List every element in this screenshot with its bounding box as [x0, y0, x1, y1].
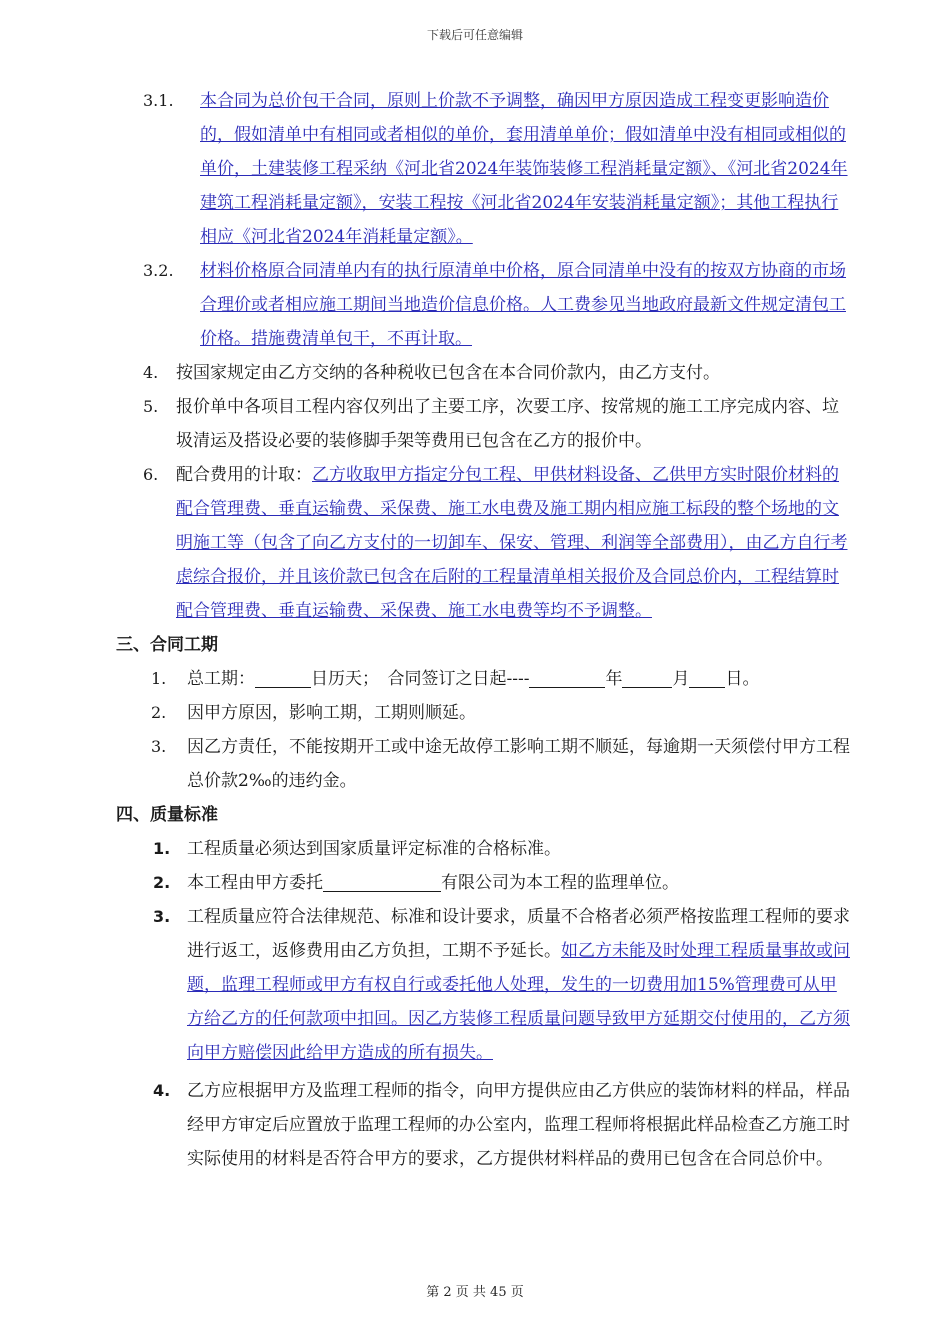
download-note: 下载后可任意编辑: [426, 28, 523, 42]
clause-text-plain: 配合费用的计取：: [176, 465, 312, 485]
supervisor-label: 本工程由甲方委托: [187, 873, 323, 893]
item-number: 1.: [151, 669, 167, 688]
item-text-plain: 工程质量应符合法律规范、标准和设计要求，质量不合格者必须严格按监理工程师的要求进行返工，返修费用由乙方负担，工期不予延长。: [187, 907, 850, 961]
clause-text: 报价单中各项目工程内容仅列出了主要工序，次要工序、按常规的施工工序完成内容、垃圾清运及搭设必要的装修脚手架等费用已包含在乙方的报价中。: [176, 397, 839, 451]
month-blank[interactable]: [622, 667, 672, 688]
month-label: 月: [672, 669, 690, 689]
item-number: 4.: [153, 1081, 171, 1100]
year-blank[interactable]: [529, 667, 605, 688]
clause-3-2: [0, 254, 950, 356]
period-item-1: [0, 662, 950, 696]
item-text: [187, 900, 850, 1070]
item-text: 因乙方责任，不能按期开工或中途无故停工影响工期不顺延，每逾期一天须偿付甲方工程总价款2‰的违约金。: [187, 737, 850, 791]
clause-text: 本合同为总价包干合同，原则上价款不予调整，确因甲方原因造成工程变更影响造价的，假如清单中有相同或者相似的单价，套用清单单价；假如清单中没有相同或相似的单价，土建装修工程采纳《河北省2024年装饰装修工程消耗量定额》、《河北省2024年建筑工程消耗量定额》，安装工程按《河北省2024年安装消耗量定额》；其他工程执行相应《河北省2024年消耗量定额》。: [200, 91, 848, 247]
item-text-link: 如乙方未能及时处理工程质量事故或问题，监理工程师或甲方有权自行或委托他人处理，发生的一切费用加15%管理费可从甲方给乙方的任何款项中扣回。因乙方装修工程质量问题导致甲方延期交付使用的，乙方须向甲方赔偿因此给甲方造成的所有损失。: [187, 941, 850, 1063]
item-number: 1.: [153, 839, 171, 858]
day-label: 日。: [725, 669, 760, 689]
section-heading-quality-standard: 四、质量标准: [116, 805, 218, 825]
quality-item-3: [0, 900, 950, 1070]
quality-item-1: [0, 832, 950, 866]
period-item-3: [0, 730, 950, 798]
item-text: 因甲方原因，影响工期，工期则顺延。: [187, 703, 476, 723]
clause-number: 4.: [143, 363, 159, 382]
clause-3-1: [0, 84, 950, 254]
quality-item-4: [0, 1074, 950, 1176]
start-date-label: 日历天； 合同签订之日起----: [311, 669, 530, 689]
item-text: 工程质量必须达到国家质量评定标准的合格标准。: [187, 839, 561, 859]
item-text: 乙方应根据甲方及监理工程师的指令，向甲方提供应由乙方供应的装饰材料的样品，样品经甲方审定后应置放于监理工程师的办公室内，监理工程师将根据此样品检查乙方施工时实际使用的材料是否符合甲方的要求，乙方提供材料样品的费用已包含在合同总价中。: [187, 1081, 850, 1169]
period-item-2: [0, 696, 950, 730]
document-body: [0, 84, 950, 1176]
quality-item-2: [0, 866, 950, 900]
page-footer: 第 2 页 共 45 页: [426, 1285, 524, 1300]
item-number: 2.: [153, 873, 171, 892]
clause-text: 材料价格原合同清单内有的执行原清单中价格，原合同清单中没有的按双方协商的市场合理价或者相应施工期间当地造价信息价格。人工费参见当地政府最新文件规定清包工价格。措施费清单包干，不再计取。: [200, 261, 846, 349]
clause-number: 5.: [143, 397, 159, 416]
item-number: 3.: [151, 737, 167, 756]
day-blank[interactable]: [689, 667, 725, 688]
clause-number: 3.2.: [143, 261, 174, 280]
total-period-label: 总工期：: [187, 669, 255, 689]
days-blank[interactable]: [255, 667, 311, 688]
supervisor-blank[interactable]: [323, 871, 441, 892]
clause-number: 3.1.: [143, 91, 174, 110]
clause-number: 6.: [143, 465, 159, 484]
supervisor-suffix: 有限公司为本工程的监理单位。: [441, 873, 679, 893]
clause-text-link: 乙方收取甲方指定分包工程、甲供材料设备、乙供甲方实时限价材料的配合管理费、垂直运输费、采保费、施工水电费及施工期内相应施工标段的整个场地的文明施工等（包含了向乙方支付的一切卸车、保安、管理、利润等全部费用），由乙方自行考虑综合报价，并且该价款已包含在后附的工程量清单相关报价及合同总价内，工程结算时配合管理费、垂直运输费、采保费、施工水电费等均不予调整。: [176, 465, 848, 621]
clause-text: 按国家规定由乙方交纳的各种税收已包含在本合同价款内，由乙方支付。: [176, 363, 720, 383]
clause-5: [0, 390, 950, 458]
section-heading-contract-period: 三、合同工期: [116, 635, 218, 655]
clause-text: [176, 458, 850, 628]
item-number: 2.: [151, 703, 167, 722]
year-label: 年: [605, 669, 623, 689]
clause-4: [0, 356, 950, 390]
clause-6: [0, 458, 950, 628]
item-number: 3.: [153, 907, 171, 926]
